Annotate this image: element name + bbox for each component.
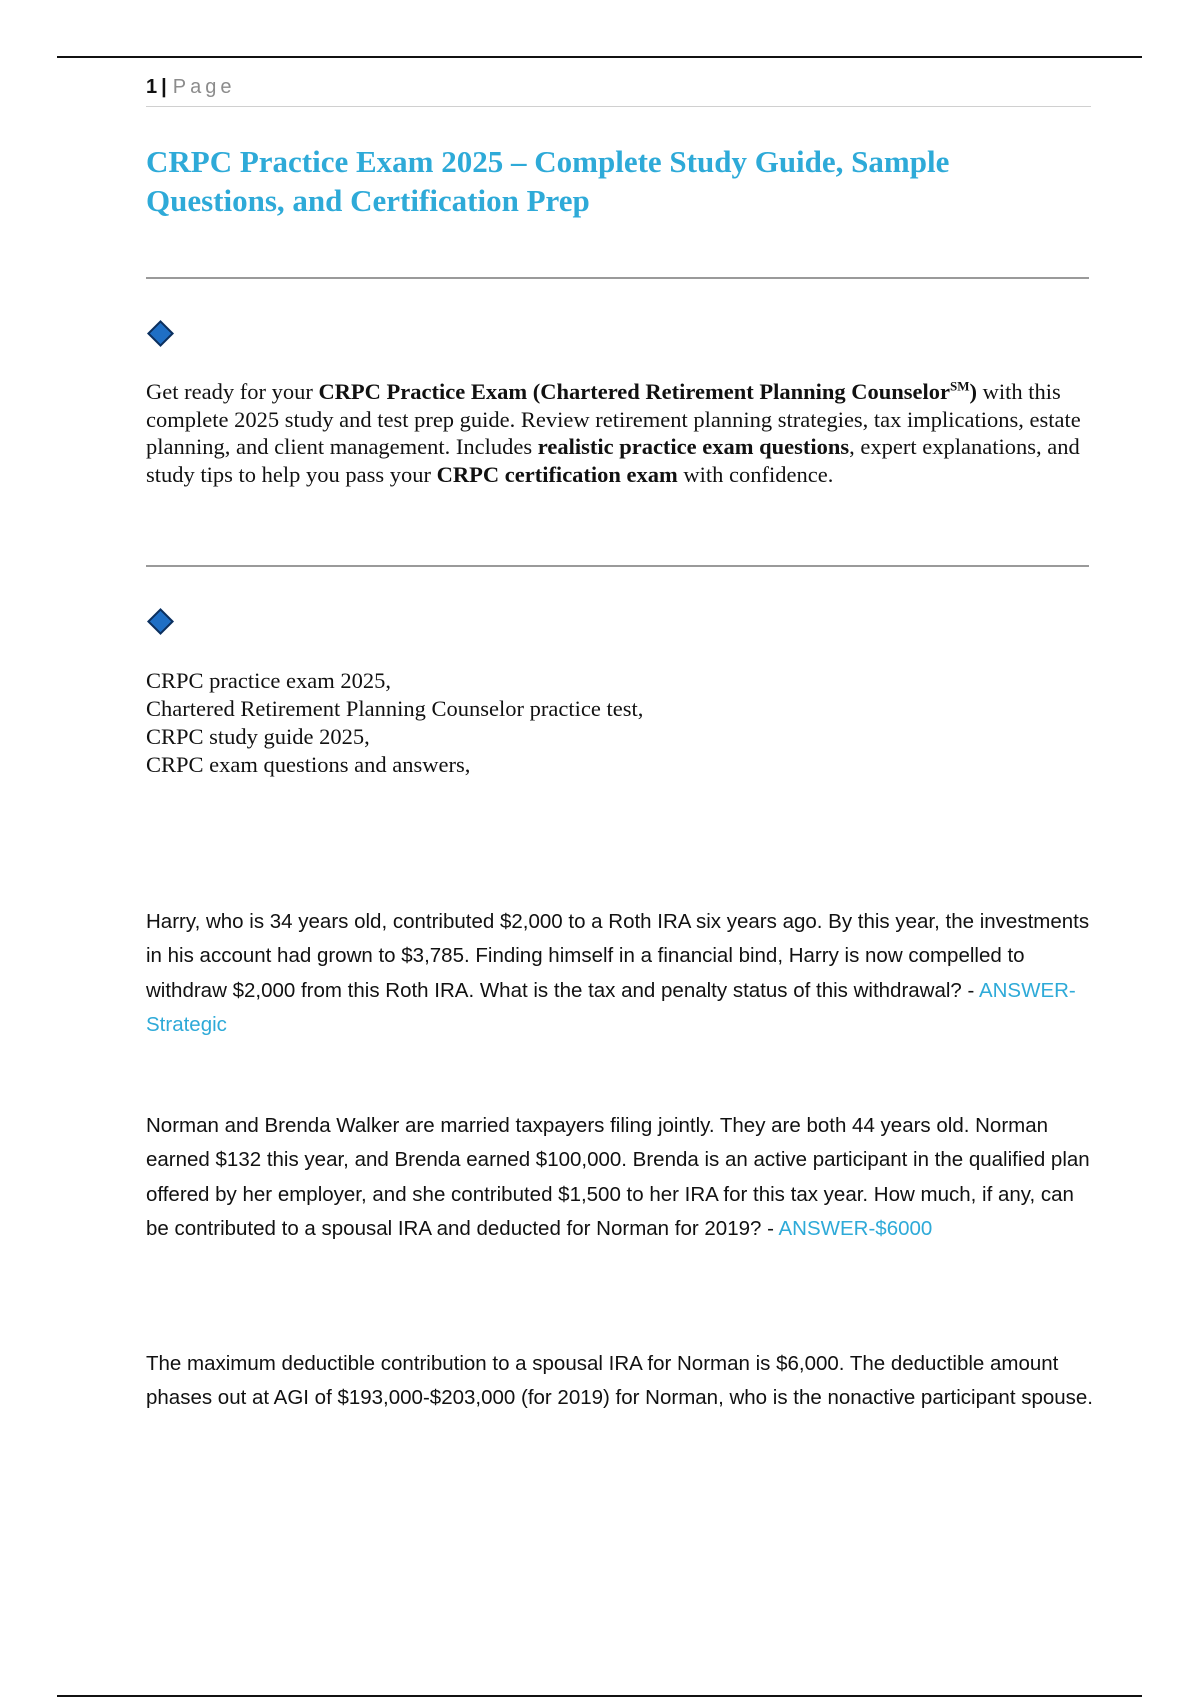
intro-text: with confidence. [677, 461, 834, 487]
answer-text: ANSWER-$6000 [778, 1217, 933, 1241]
diamond-bullet-icon [147, 608, 174, 635]
page-number: 1 [146, 76, 158, 98]
keyword-line: CRPC study guide 2025, [146, 724, 370, 749]
intro-text: , expert explanations, and study tips to help you pass your [146, 434, 1080, 487]
question-item [146, 1109, 1096, 1247]
document-title: CRPC Practice Exam 2025 – Complete Study Guide, Sample Questions, and Certification Prep [146, 144, 950, 218]
page-separator: | [161, 76, 167, 98]
keyword-line: CRPC exam questions and answers, [146, 752, 471, 777]
page-top-border [57, 56, 1142, 58]
intro-bold-exam-name: CRPC Practice Exam (Chartered Retirement Planning Counselor℠) [318, 378, 977, 404]
section-divider [146, 277, 1089, 279]
intro-text: with this complete 2025 study and test prep guide. Review retirement planning strategies, tax implications, estate planning, and client management. Includes [146, 379, 1081, 459]
page-header [146, 74, 1091, 107]
intro-bold-certification: CRPC certification exam [436, 461, 678, 487]
service-mark: SM [950, 378, 970, 394]
diamond-bullet-icon [147, 320, 174, 347]
explanation-paragraph: The maximum deductible contribution to a spousal IRA for Norman is $6,000. The deductible amount phases out at AGI of $193,000-$203,000 (for 2019) for Norman, who is the nonactive participant spouse. [146, 1352, 1094, 1410]
question-text: Harry, who is 34 years old, contributed $2,000 to a Roth IRA six years ago. By this year, the investments in his account had grown to $3,785. Finding himself in a financial bind, Harry is now compelled to withdraw $2,000 from this Roth IRA. What is the tax and penalty status of this withdrawal? - [146, 910, 1090, 1002]
intro-paragraph [146, 378, 1091, 488]
section-divider [146, 565, 1089, 567]
keyword-list [146, 667, 1091, 779]
keyword-line: Chartered Retirement Planning Counselor practice test, [146, 696, 644, 721]
intro-bold-questions: realistic practice exam questions [537, 434, 850, 459]
question-item [146, 905, 1096, 1043]
question-text: Norman and Brenda Walker are married taxpayers filing jointly. They are both 44 years old. Norman earned $132 this year, and Brenda earned $100,000. Brenda is an active participant in the qualified plan offered by her employer, and she contributed $1,500 to her IRA for this tax year. How much, if any, can be contributed to a spousal IRA and deducted for Norman for 2019? - [146, 1114, 1090, 1241]
page-bottom-border [57, 1695, 1142, 1697]
answer-text: ANSWER-Strategic [146, 978, 1076, 1037]
intro-text: Get ready for your [146, 379, 319, 404]
page-label: Page [172, 76, 236, 98]
keyword-line: CRPC practice exam 2025, [146, 668, 391, 693]
